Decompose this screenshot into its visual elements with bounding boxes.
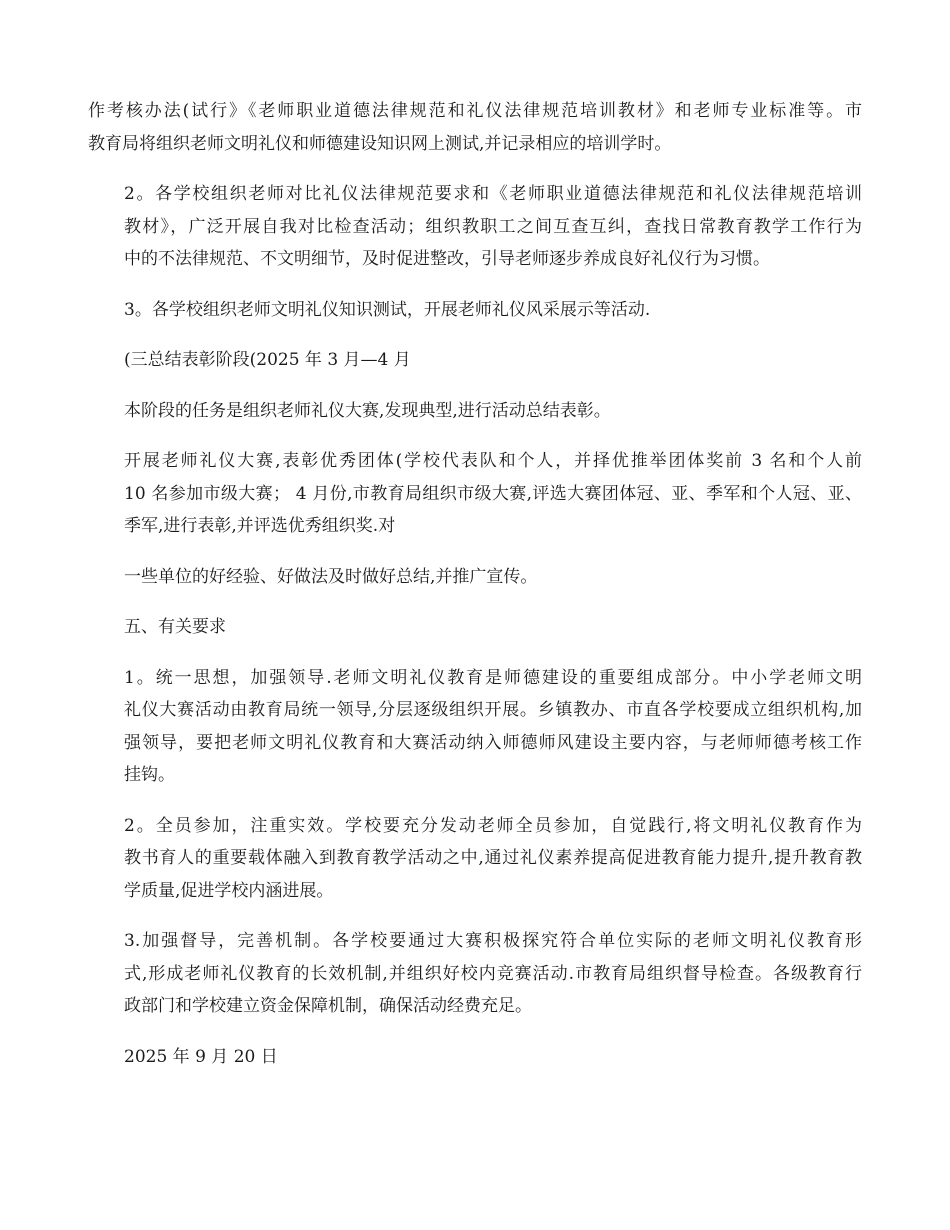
text-line: 2025 年 9 月 20 日	[124, 1046, 278, 1067]
paragraph-req-2	[88, 810, 862, 908]
paragraph-item-2-selfcheck	[88, 178, 862, 276]
text-line: 教书育人的重要载体融入到教育教学活动之中,通过礼仪素养提高促进教育能力提升,提升教育教	[124, 848, 862, 868]
text-line: 政部门和学校建立资金保障机制，确保活动经费充足。	[124, 996, 532, 1016]
text-line: 3。各学校组织老师文明礼仪知识测试，开展老师礼仪风采展示等活动.	[124, 299, 651, 320]
text-line: 作考核办法(试行》《老师职业道德法律规范和礼仪法律规范培训教材》和老师专业标准等。市	[88, 101, 862, 121]
text-line: 本阶段的任务是组织老师礼仪大赛,发现典型,进行活动总结表彰。	[124, 400, 611, 421]
paragraph-req-3	[88, 925, 862, 1023]
text-line: 教育局将组织老师文明礼仪和师德建设知识网上测试,并记录相应的培训学时。	[88, 133, 672, 154]
paragraph-contest	[88, 445, 862, 543]
text-line: 挂钩。	[124, 765, 175, 785]
text-line: 季军,进行表彰,并评选优秀组织奖.对	[124, 516, 396, 536]
text-line: 中的不法律规范、不文明细节，及时促进整改，引导老师逐步养成良好礼仪行为习惯。	[124, 249, 770, 269]
paragraph-promotion	[88, 561, 862, 594]
text-line: 教材》，广泛开展自我对比检查活动；组织教职工之间互查互纠，查找日常教育教学工作行为	[124, 216, 862, 237]
text-line: 强领导，要把老师文明礼仪教育和大赛活动纳入师德师风建设主要内容，与老师师德考核工作	[124, 732, 862, 753]
paragraph-stage-3-task	[88, 395, 862, 428]
paragraph-req-1	[88, 662, 862, 792]
text-line: 3.加强督导，完善机制。各学校要通过大赛积极探究符合单位实际的老师文明礼仪教育形	[124, 931, 862, 951]
text-line: 一些单位的好经验、好做法及时做好总结,并推广宣传。	[124, 566, 538, 587]
paragraph-section-5-heading	[88, 611, 862, 644]
text-line: 2。各学校组织老师对比礼仪法律规范要求和《老师职业道德法律规范和礼仪法律规范培训	[124, 184, 862, 204]
text-line: 2。全员参加，注重实效。学校要充分发动老师全员参加，自觉践行,将文明礼仪教育作为	[124, 815, 862, 836]
text-line: 学质量,促进学校内涵进展。	[124, 880, 334, 901]
text-line: 开展老师礼仪大赛,表彰优秀团体(学校代表队和个人，并择优推举团体奖前 3 名和个人前	[124, 451, 862, 471]
text-line: 1。统一思想，加强领导.老师文明礼仪教育是师德建设的重要组成部分。中小学老师文明	[124, 667, 862, 688]
text-line: (三总结表彰阶段(2025 年 3 月—4 月	[124, 350, 411, 370]
paragraph-stage-3-heading	[88, 344, 862, 377]
text-line: 式,形成老师礼仪教育的长效机制,并组织好校内竞赛活动.市教育局组织督导检查。各级教育行	[124, 963, 862, 984]
paragraph-date	[88, 1041, 862, 1074]
text-line: 10 名参加市级大赛； 4 月份,市教育局组织市级大赛,评选大赛团体冠、亚、季军和个人冠、亚、	[124, 483, 862, 504]
text-line: 五、有关要求	[124, 617, 226, 637]
text-line: 礼仪大赛活动由教育局统一领导,分层逐级组织开展。乡镇教办、市直各学校要成立组织机构,加	[124, 700, 862, 720]
paragraph-continuation	[88, 95, 862, 160]
paragraph-item-3-test	[88, 294, 862, 327]
